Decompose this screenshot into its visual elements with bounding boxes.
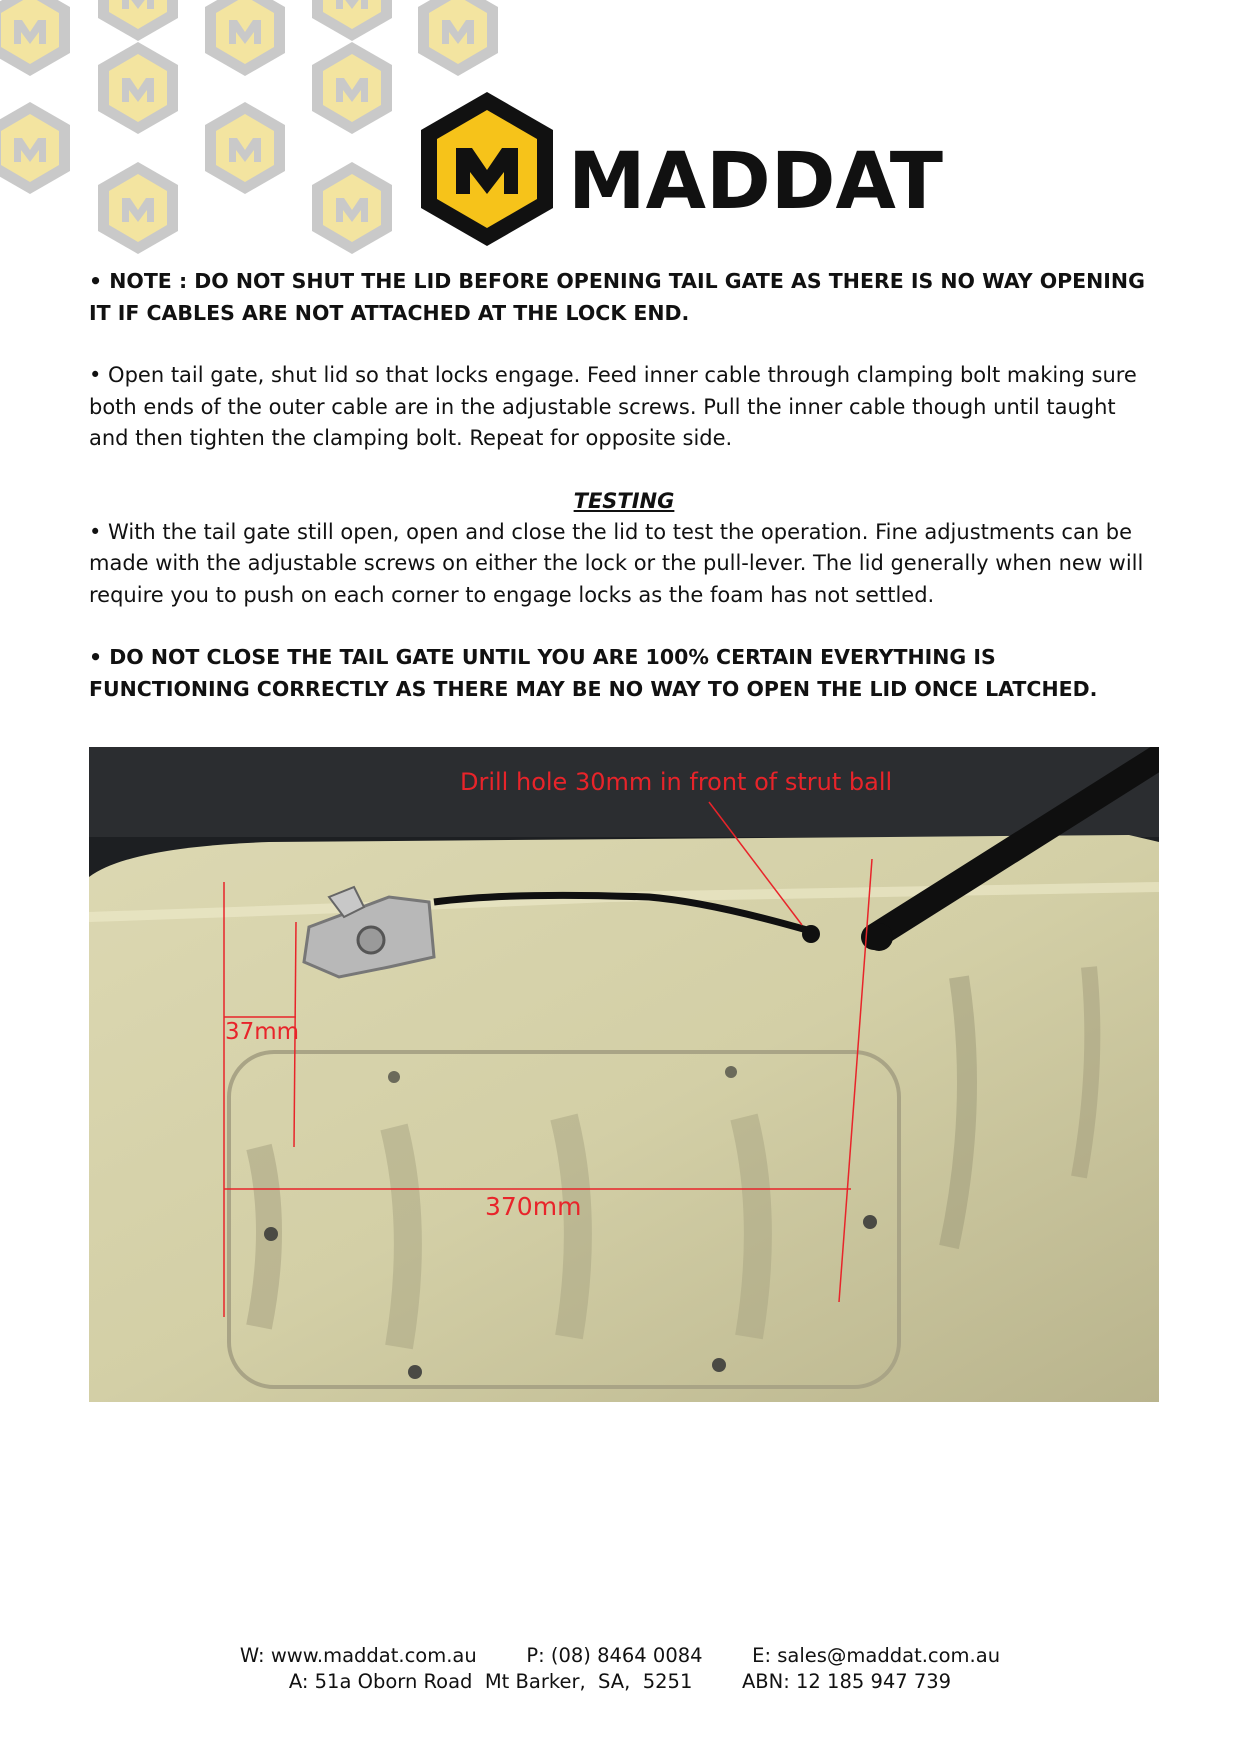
footer-email: E: sales@maddat.com.au <box>752 1644 1001 1667</box>
measurement-37mm: 37mm <box>225 1019 300 1045</box>
instructions <box>89 266 1159 705</box>
footer-website: W: www.maddat.com.au <box>239 1644 477 1667</box>
drill-hole-annotation: Drill hole 30mm in front of strut ball <box>460 768 893 796</box>
step-paragraph: • Open tail gate, shut lid so that locks engage. Feed inner cable through clamping bolt making sure both ends of the outer cable are in the adjustable screws. Pull the inner cable though until taught and then tighten the clamping bolt. Repeat for opposite side. <box>89 363 1137 450</box>
footer-address: A: 51a Oborn Road Mt Barker, SA, 5251 <box>288 1670 693 1693</box>
note-paragraph: • NOTE : DO NOT SHUT THE LID BEFORE OPENING TAIL GATE AS THERE IS NO WAY OPENING IT IF CABLES ARE NOT ATTACHED AT THE LOCK END. <box>89 269 1145 325</box>
tailgate-photo <box>89 747 1159 1402</box>
footer-abn: ABN: 12 185 947 739 <box>741 1670 952 1693</box>
testing-paragraph: • With the tail gate still open, open and close the lid to test the operation. Fine adjustments can be made with the adjustable screws on either the lock or the pull-lever. The lid generally when new will require you to push on each corner to engage locks as the foam has not settled. <box>89 519 1144 607</box>
footer-line-2 <box>0 1669 1240 1695</box>
testing-heading: TESTING <box>573 488 675 513</box>
warning-paragraph: • DO NOT CLOSE THE TAIL GATE UNTIL YOU ARE 100% CERTAIN EVERYTHING IS FUNCTIONING CORRECTLY AS THERE MAY BE NO WAY TO OPEN THE LID ONCE LATCHED. <box>89 645 1098 701</box>
logo-wordmark: MADDAT <box>568 137 943 227</box>
measurement-370mm: 370mm <box>485 1192 582 1221</box>
footer-line-1 <box>0 1643 1240 1669</box>
maddat-logo <box>418 90 958 250</box>
footer-phone: P: (08) 8464 0084 <box>526 1644 703 1667</box>
footer-contact <box>0 1643 1240 1695</box>
